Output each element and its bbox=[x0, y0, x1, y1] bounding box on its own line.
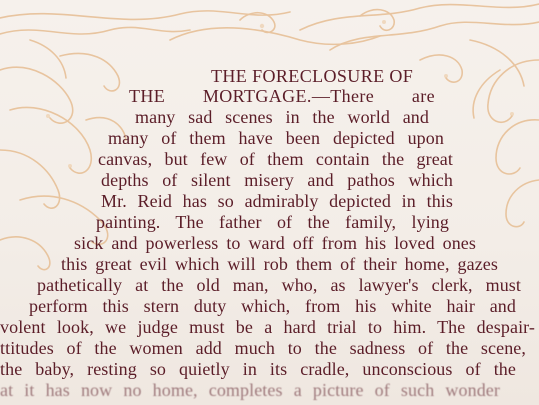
article-line: volent look, we judge must be a hard trial to him. The despair- bbox=[0, 317, 535, 337]
article-line: painting. The father of the family, lying bbox=[96, 212, 449, 232]
article-line: many sad scenes in the world and bbox=[135, 107, 429, 127]
article-line: depths of silent misery and pathos which bbox=[101, 170, 453, 190]
article-line: Mr. Reid has so admirably depicted in this bbox=[101, 191, 453, 211]
article-line: sick and powerless to ward off from his loved ones bbox=[74, 233, 476, 253]
article-line: THE MORTGAGE.—There are bbox=[129, 86, 435, 106]
article-title-line: THE FORECLOSURE OF bbox=[211, 66, 414, 86]
article-line: perform this stern duty which, from his white hair and bbox=[29, 296, 516, 316]
article-line-cut-off: at it has now no home, completes a picture of such wonder bbox=[0, 380, 500, 400]
article-line: ttitudes of the women add much to the sadness of the scene, bbox=[0, 338, 526, 358]
article-line: this great evil which will rob them of their home, gazes bbox=[61, 254, 498, 274]
article-line: many of them have been depicted upon bbox=[108, 128, 444, 148]
article-line: the baby, resting so quietly in its cradle, unconscious of the bbox=[0, 359, 516, 379]
article-line: pathetically at the old man, who, as lawyer's clerk, must bbox=[37, 275, 521, 295]
article-line: canvas, but few of them contain the great bbox=[98, 149, 453, 169]
